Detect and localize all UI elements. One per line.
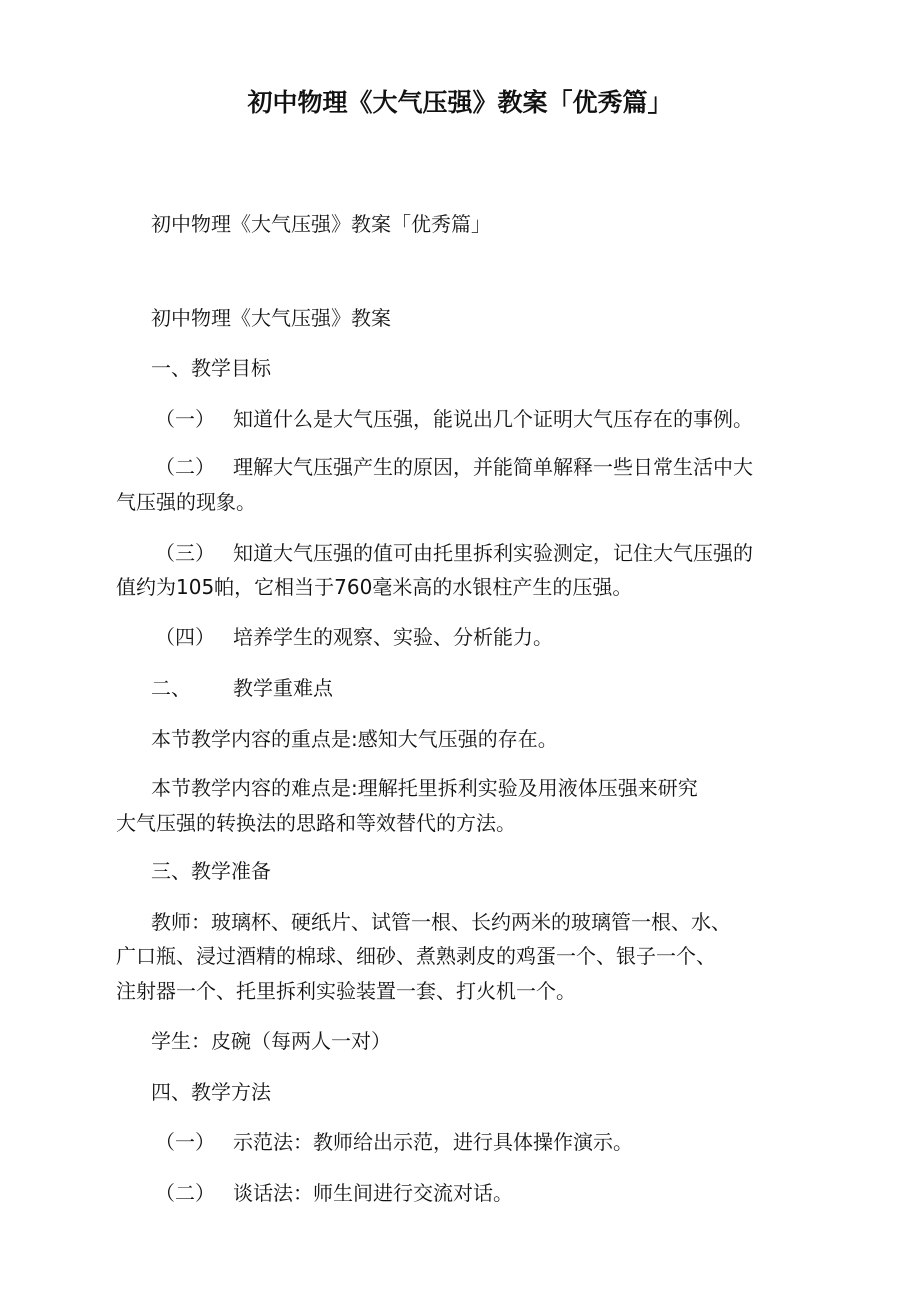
section-number: 二、 [151,676,191,700]
objective-item-2 [155,455,753,479]
objective-item-1 [155,407,753,431]
objective-item-4 [155,625,553,649]
method-text: 谈话法：师生间进行交流对话。 [233,1181,513,1205]
objective-item-2-continuation: 气压强的现象。 [116,490,256,514]
objective-text: 知道大气压强的值可由托里拆利实验测定，记住大气压强的 [233,541,753,565]
method-item-1 [155,1130,633,1154]
key-point-paragraph: 本节教学内容的重点是:感知大气压强的存在。 [151,727,558,751]
section-4-title: 四、教学方法 [151,1080,271,1104]
section-title-text: 教学重难点 [233,676,333,700]
document-subtitle: 初中物理《大气压强》教案「优秀篇」 [151,212,491,236]
objective-item-3 [155,541,753,565]
method-number: （二） [155,1181,215,1205]
objective-number: （四） [155,625,215,649]
objective-item-3-continuation: 值约为105帕，它相当于760毫米高的水银柱产生的压强。 [116,575,633,599]
section-3-title: 三、教学准备 [151,859,271,883]
method-text: 示范法：教师给出示范，进行具体操作演示。 [233,1130,633,1154]
teacher-materials-line-3: 注射器一个、托里拆利实验装置一套、打火机一个。 [116,979,576,1003]
method-item-2 [155,1181,513,1205]
objective-number: （二） [155,455,215,479]
lesson-heading: 初中物理《大气压强》教案 [151,306,391,330]
section-2-title [151,676,333,700]
method-number: （一） [155,1130,215,1154]
objective-text: 理解大气压强产生的原因，并能简单解释一些日常生活中大 [233,455,753,479]
teacher-materials: 教师：玻璃杯、硬纸片、试管一根、长约两米的玻璃管一根、水、 [151,910,731,934]
difficulty-paragraph: 本节教学内容的难点是:理解托里拆利实验及用液体压强来研究 [151,776,698,800]
objective-number: （一） [155,407,215,431]
teacher-materials-line-2: 广口瓶、浸过酒精的棉球、细砂、煮熟剥皮的鸡蛋一个、银子一个、 [116,944,716,968]
objective-number: （三） [155,541,215,565]
document-title: 初中物理《大气压强》教案「优秀篇」 [247,88,673,117]
objective-text: 培养学生的观察、实验、分析能力。 [233,625,553,649]
difficulty-paragraph-continuation: 大气压强的转换法的思路和等效替代的方法。 [116,811,516,835]
objective-text: 知道什么是大气压强，能说出几个证明大气压存在的事例。 [233,407,753,431]
section-1-title: 一、教学目标 [151,356,271,380]
student-materials: 学生：皮碗（每两人一对） [151,1029,391,1053]
